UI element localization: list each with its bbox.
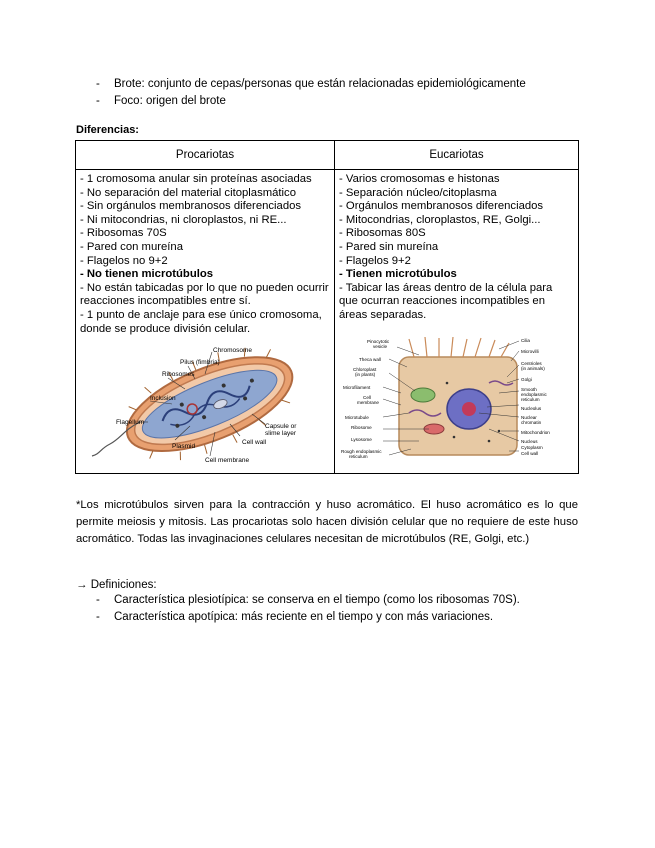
procariotas-list xyxy=(80,173,330,336)
label-chromosome: Chromosome xyxy=(213,347,253,355)
procariotas-line: - Ribosomas 70S xyxy=(80,227,167,240)
table-content-row xyxy=(76,170,579,474)
label-centrioles-2: (in animals) xyxy=(521,365,545,371)
label-nucleolus: Nucleolus xyxy=(521,405,542,411)
eukaryote-cell-illustration xyxy=(339,333,574,463)
label-ribosomes: Ribosomes xyxy=(162,371,195,379)
procariotas-line: - 1 cromosoma anular sin proteínas asociadas xyxy=(80,173,312,185)
bullet-dash: - xyxy=(96,594,100,606)
procariotas-line: - 1 punto de anclaje para ese único cromosoma, donde se produce división celular. xyxy=(80,308,322,335)
procariotas-line: - Pared con mureína xyxy=(80,240,183,253)
eucariotas-line: - Separación núcleo/citoplasma xyxy=(339,186,497,199)
procariotas-line: - No separación del material citoplasmático xyxy=(80,186,296,199)
label-lysosome: Lysosome xyxy=(351,436,372,442)
prokaryote-diagram xyxy=(80,344,330,469)
label-cell-membrane: Cell xyxy=(363,394,371,400)
procariotas-cell xyxy=(76,170,335,474)
label-chloroplast: Chloroplast xyxy=(353,366,377,372)
label-nuclear: Nuclear xyxy=(521,414,537,420)
label-cell-membrane: Cell membrane xyxy=(205,457,250,465)
label-microfilament: Microfilament xyxy=(343,384,371,390)
definicion-text: Característica apotípica: más reciente en el tiempo y con más variaciones. xyxy=(114,611,494,623)
label-capsule-2: slime layer xyxy=(265,430,297,438)
label-smooth-er-3: reticulum xyxy=(521,396,540,402)
diferencias-heading: Diferencias: xyxy=(76,124,139,136)
procariotas-line: - Sin orgánulos membranosos diferenciados xyxy=(80,200,302,213)
intro-bullet-list xyxy=(96,76,616,110)
label-pinocytotic: Pinocytotic xyxy=(367,338,390,344)
eucariotas-line: - Varios cromosomas e histonas xyxy=(339,173,500,185)
procariotas-line-bold: - No tienen microtúbulos xyxy=(80,268,214,281)
label-nuclear-2: chromatin xyxy=(521,419,542,425)
bullet-text: Brote: conjunto de cepas/personas que están relacionadas epidemiológicamente xyxy=(114,78,526,90)
column-header-eucariotas: Eucariotas xyxy=(335,141,579,170)
definiciones-list xyxy=(96,592,616,626)
bullet-brote xyxy=(96,76,616,93)
eucariotas-line: - Tabicar las áreas dentro de la célula para que ocurran reacciones incompatibles en áreas separadas. xyxy=(339,281,553,321)
column-header-procariotas: Procariotas xyxy=(76,141,335,170)
definicion-plesiotipica xyxy=(96,592,616,609)
eucariotas-line: - Orgánulos membranosos diferenciados xyxy=(339,200,544,213)
eucariotas-line: - Mitocondrias, cloroplastos, RE, Golgi... xyxy=(339,213,541,226)
label-rough-er-2: reticulum xyxy=(349,453,368,459)
label-cytoplasm: Cytoplasm xyxy=(521,444,543,450)
microtubule-note: *Los microtúbulos sirven para la contracción y huso acromático. El huso acromático es lo que permite meiosis y mitosis. Las procariotas solo hacen división celular que no requiere de este huso acromático. Todas las invaginaciones celulares necesitan de microtúbulos (RE, Golgi, etc.) xyxy=(76,499,578,545)
table-header-row xyxy=(76,141,579,170)
label-microvilli: Microvilli xyxy=(521,348,539,354)
label-smooth-er-2: endoplasmic xyxy=(521,391,547,397)
bullet-text: Foco: origen del brote xyxy=(114,95,226,107)
eucariotas-line-bold: - Tienen microtúbulos xyxy=(339,268,457,281)
label-cell-wall: Cell wall xyxy=(521,450,539,456)
label-ribosome: Ribosome xyxy=(351,424,372,430)
prokaryote-cell-illustration xyxy=(80,344,330,466)
definicion-text: Característica plesiotípica: se conserva en el tiempo (como los ribosomas 70S). xyxy=(114,594,520,606)
label-cilia: Cilia xyxy=(521,337,530,343)
label-rough-er: Rough endoplasmic xyxy=(341,448,382,454)
bullet-dash: - xyxy=(96,95,100,107)
label-capsule: Capsule or xyxy=(265,423,297,431)
label-nucleus: Nucleus xyxy=(521,438,538,444)
bullet-foco xyxy=(96,93,616,110)
label-plasmid: Plasmid xyxy=(172,443,196,451)
definiciones-heading: → Definiciones: xyxy=(76,579,157,591)
eucariotas-cell xyxy=(335,170,579,474)
procariotas-line: - Flagelos no 9+2 xyxy=(80,254,168,267)
label-microtubule: Microtubule xyxy=(345,414,369,420)
label-inclusion: Inclusion xyxy=(150,395,176,403)
label-cell-membrane-2: membrane xyxy=(357,399,379,405)
eucariotas-list xyxy=(339,173,574,323)
procariotas-line: - No están tabicadas por lo que no pueden ocurrir reacciones incompatibles entre sí. xyxy=(80,281,329,308)
eucariotas-line: - Flagelos 9+2 xyxy=(339,254,411,267)
label-smooth-er: Smooth xyxy=(521,386,537,392)
label-mitochondrion: Mitochondrion xyxy=(521,429,550,435)
label-pilus: Pilus (fimbria) xyxy=(180,359,220,367)
eucariotas-line: - Pared sin mureína xyxy=(339,240,439,253)
label-centrioles: Centrioles xyxy=(521,360,542,366)
label-cell-wall: Cell wall xyxy=(242,439,267,447)
comparison-table xyxy=(75,140,579,474)
label-chloroplast-2: (in plants) xyxy=(355,371,376,377)
eucariotas-line: - Ribosomas 80S xyxy=(339,227,426,240)
label-golgi: Golgi xyxy=(521,376,532,382)
definicion-apotipica xyxy=(96,609,616,626)
label-theca: Theca wall xyxy=(359,356,381,362)
bullet-dash: - xyxy=(96,78,100,90)
eukaryote-diagram xyxy=(339,333,574,466)
label-flagellum: Flagellum xyxy=(116,419,145,427)
label-pinocytotic-2: vesicle xyxy=(373,343,388,349)
procariotas-line: - Ni mitocondrias, ni cloroplastos, ni RE... xyxy=(80,213,287,226)
bullet-dash: - xyxy=(96,611,100,623)
